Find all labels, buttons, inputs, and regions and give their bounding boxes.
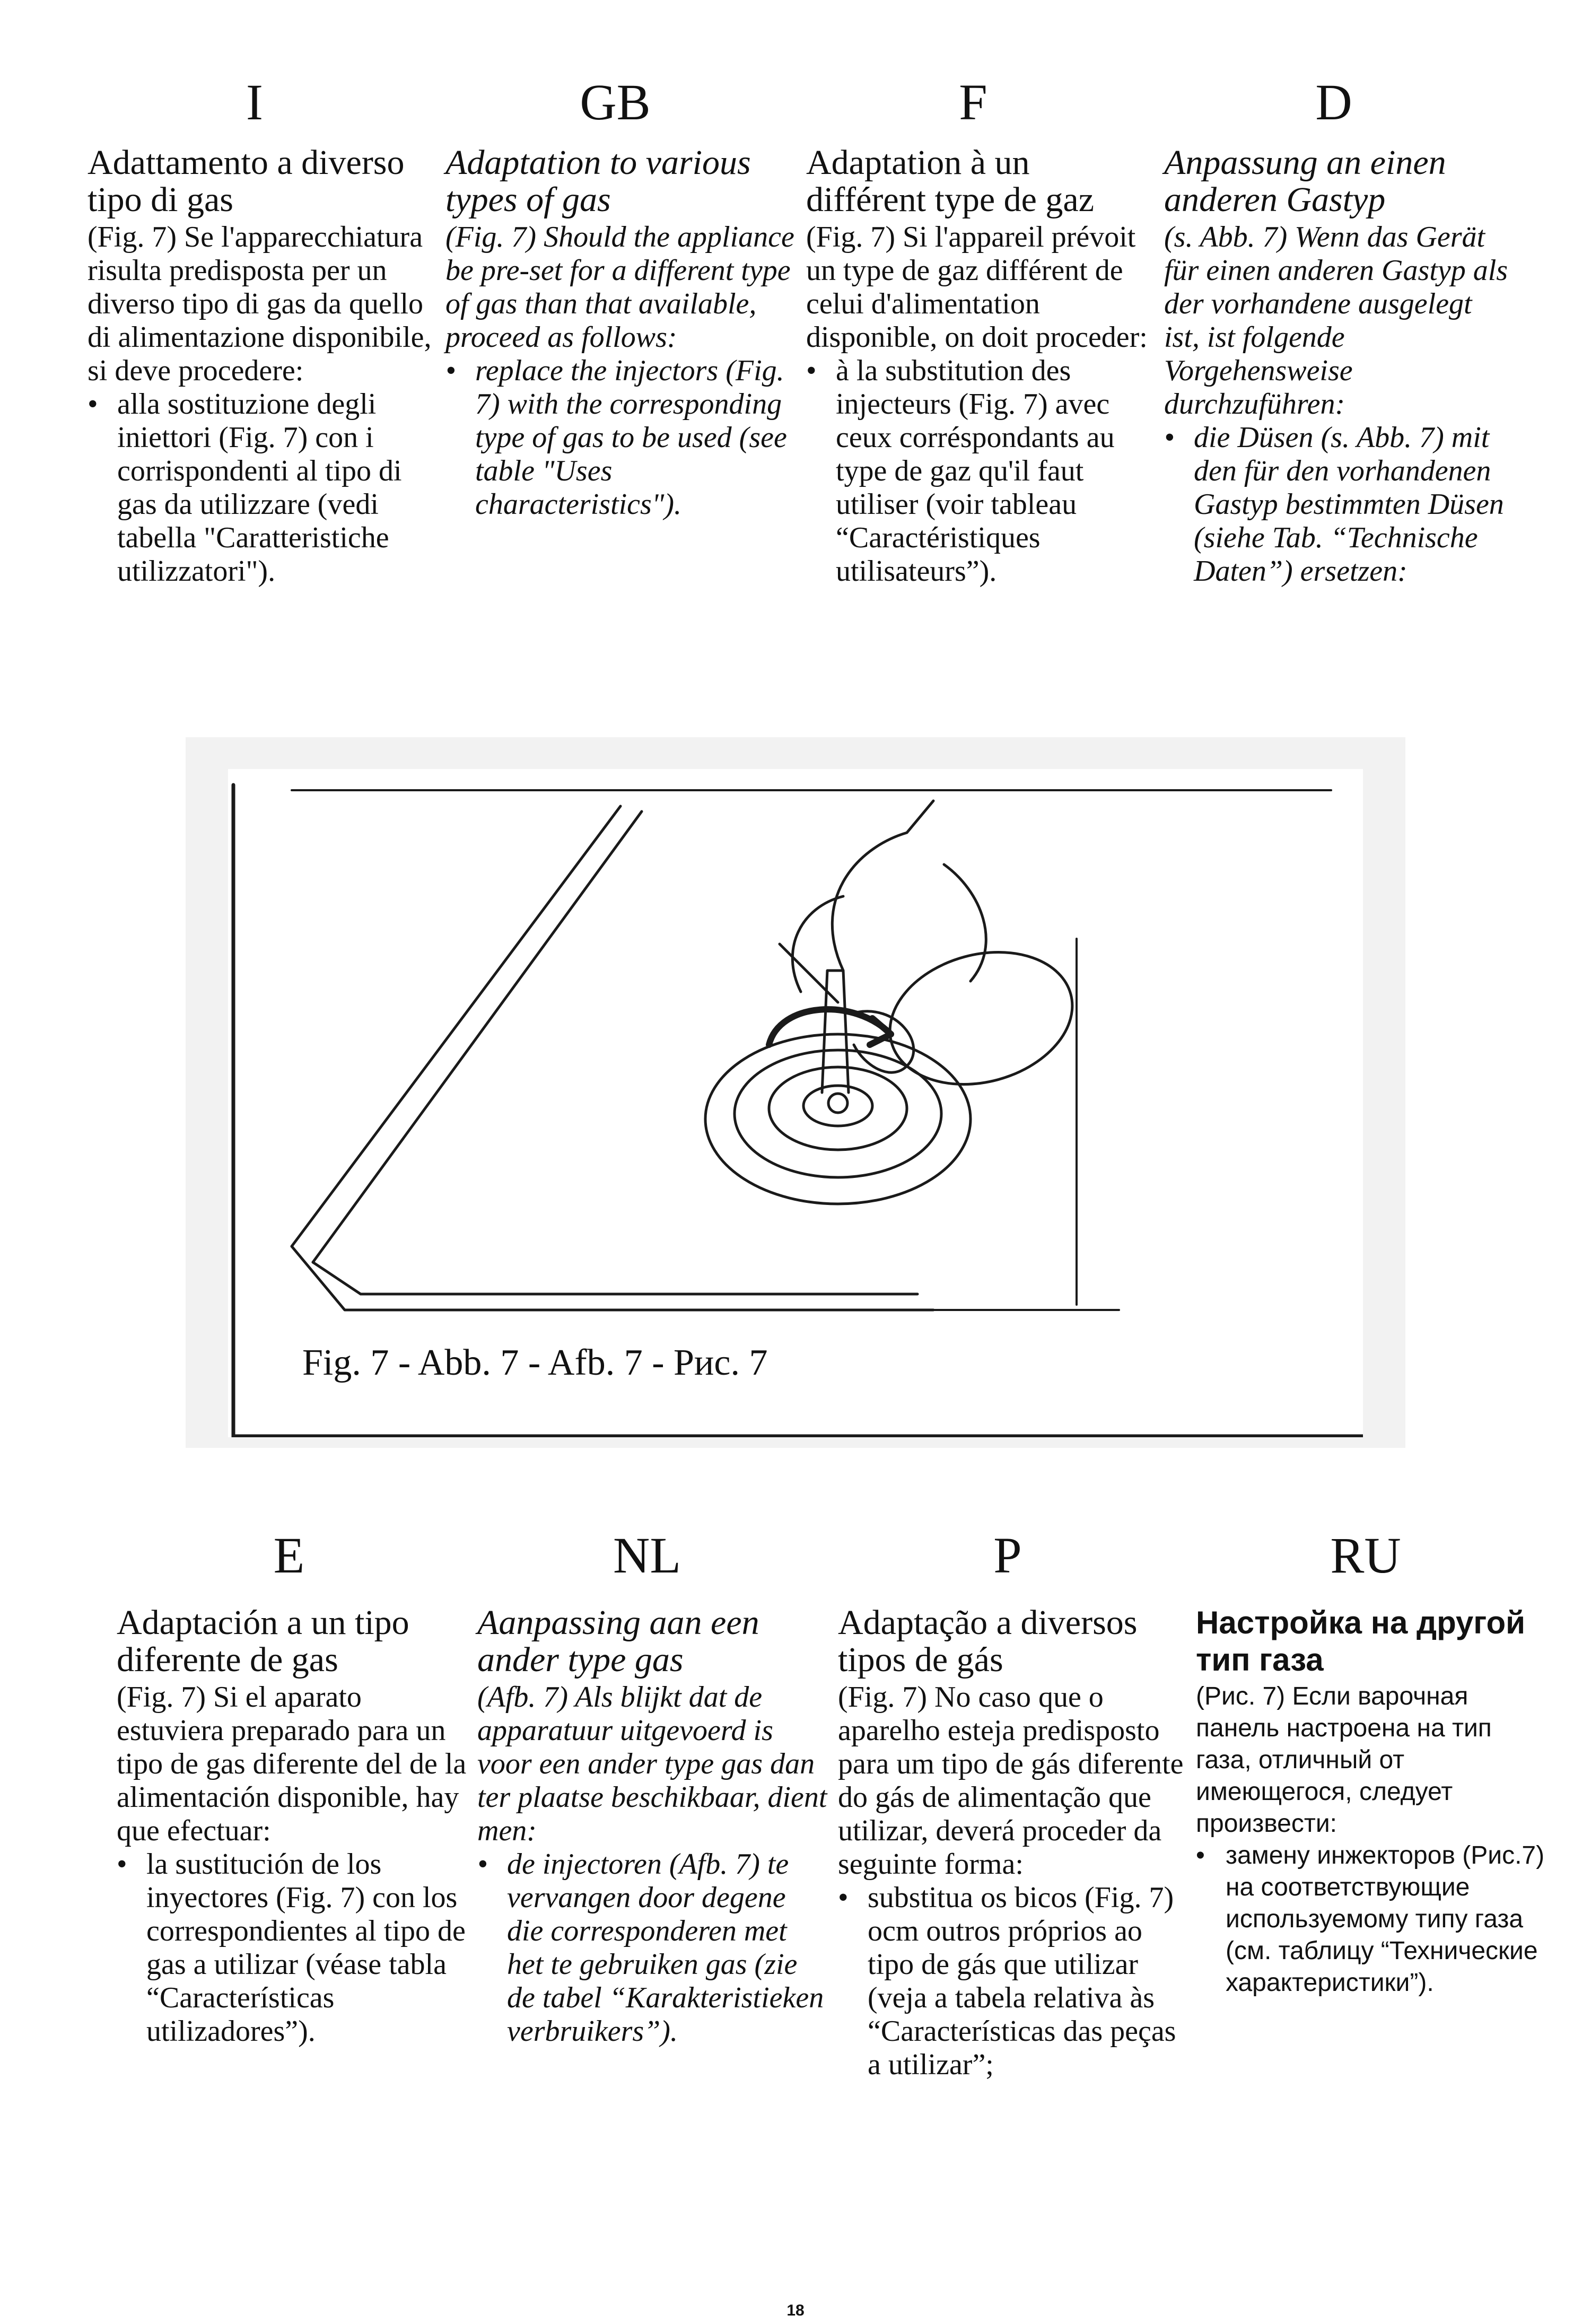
section-title: Adaptação a diversos tipos de gás xyxy=(838,1603,1138,1679)
burner-illustration xyxy=(228,769,1363,1437)
section-intro: (s. Abb. 7) Wenn das Gerät für einen anderen Gastyp als der vorhandene ausgelegt ist, ist folgende Vorgehensweise durchzuführen: xyxy=(1164,221,1508,421)
lang-header-p: P xyxy=(993,1527,1022,1584)
section-ru xyxy=(1196,1604,1546,1999)
section-intro: (Fig. 7) Se l'apparecchiatura risulta predisposta per un diverso tipo di gas da quello di alimentazione disponibile, si deve procedere: xyxy=(88,221,432,387)
section-gb xyxy=(445,144,796,521)
bullet-item: • alla sostituzione degli iniettori (Fig. 7) con i corrispondenti al tipo di gas da utilizzare (vedi tabella "Caratteristiche utilizzatori"). xyxy=(88,388,438,588)
lang-header-nl: NL xyxy=(613,1527,681,1584)
lang-header-ru: RU xyxy=(1330,1527,1401,1584)
section-title: Настройка на другой тип газа xyxy=(1196,1605,1526,1678)
lang-header-f: F xyxy=(959,74,987,130)
section-intro: (Fig. 7) Si el aparato estuviera preparado para un tipo de gas diferente del de la alimentación disponible, hay que efectuar: xyxy=(117,1681,467,1847)
figure-panel xyxy=(228,769,1363,1437)
bullet-item: • substitua os bicos (Fig. 7) ocm outros próprios ao tipo de gás que utilizar (veja a tabela relativa às “Características das peças a utilizar”; xyxy=(838,1881,1188,2082)
bullet-list xyxy=(117,1848,467,2048)
bullet-item: • replace the injectors (Fig. 7) with the corresponding type of gas to be used (see table "Uses characteristics"). xyxy=(445,354,796,521)
section-intro: (Fig. 7) Should the appliance be pre-set for a different type of gas than that available, proceed as follows: xyxy=(445,221,794,354)
bullet-item: • die Düsen (s. Abb. 7) mit den für den vorhandenen Gastyp bestimmten Düsen (siehe Tab. “Technische Daten”) ersetzen: xyxy=(1164,421,1514,588)
bullet-list xyxy=(445,354,796,521)
section-title: Adaptation to various types of gas xyxy=(445,143,751,219)
section-intro: (Рис. 7) Если варочная панель настроена на тип газа, отличный от имеющегося, следует произвести: xyxy=(1196,1682,1492,1838)
bullet-list xyxy=(88,388,438,588)
section-title: Anpassung an einen anderen Gastyp xyxy=(1164,143,1446,219)
bullet-list xyxy=(806,354,1156,588)
bullet-list xyxy=(477,1848,827,2048)
bullet-item: • à la substitution des injecteurs (Fig. 7) avec ceux corréspondants au type de gaz qu'il faut utiliser (voir tableau “Caractéristiques utilisateurs”). xyxy=(806,354,1156,588)
section-d xyxy=(1164,144,1514,588)
section-intro: (Fig. 7) Si l'appareil prévoit un type de gaz différent de celui d'alimentation disponible, on doit proceder: xyxy=(806,221,1148,354)
lang-header-it: I xyxy=(246,74,263,130)
page-number: 18 xyxy=(786,2302,805,2319)
section-it xyxy=(88,144,438,588)
bullet-item: • de injectoren (Afb. 7) te vervangen door degene die corresponderen met het te gebruiken gas (zie de tabel “Karakteristieken verbruikers”). xyxy=(477,1848,827,2048)
lang-header-e: E xyxy=(273,1527,305,1584)
bullet-item: • замену инжекторов (Рис.7) на соответствующие используемому типу газа (см. таблицу “Технические характеристики”). xyxy=(1196,1840,1546,1999)
bullet-list xyxy=(1196,1840,1546,1999)
figure-frame xyxy=(186,737,1405,1448)
section-f xyxy=(806,144,1156,588)
section-e xyxy=(117,1604,467,2048)
figure-caption: Fig. 7 - Abb. 7 - Afb. 7 - Рис. 7 xyxy=(302,1342,768,1383)
bullet-list xyxy=(838,1881,1188,2082)
bullet-item: • la sustitución de los inyectores (Fig. 7) con los correspondientes al tipo de gas a utilizar (véase tabla “Características utilizadores”). xyxy=(117,1848,467,2048)
section-title: Adattamento a diverso tipo di gas xyxy=(88,143,405,219)
section-title: Aanpassing aan een ander type gas xyxy=(477,1603,759,1679)
lang-header-gb: GB xyxy=(580,74,651,130)
section-p xyxy=(838,1604,1188,2082)
section-nl xyxy=(477,1604,827,2048)
lang-header-d: D xyxy=(1315,74,1352,130)
section-title: Adaptation à un différent type de gaz xyxy=(806,143,1095,219)
section-intro: (Afb. 7) Als blijkt dat de apparatuur uitgevoerd is voor een ander type gas dan ter plaatse beschikbaar, dient men: xyxy=(477,1681,827,1847)
bullet-list xyxy=(1164,421,1514,588)
section-intro: (Fig. 7) No caso que o aparelho esteja predisposto para um tipo de gás diferente do gás de alimentação que utilizar, deverá proceder da seguinte forma: xyxy=(838,1681,1184,1881)
section-title: Adaptación a un tipo diferente de gas xyxy=(117,1603,409,1679)
